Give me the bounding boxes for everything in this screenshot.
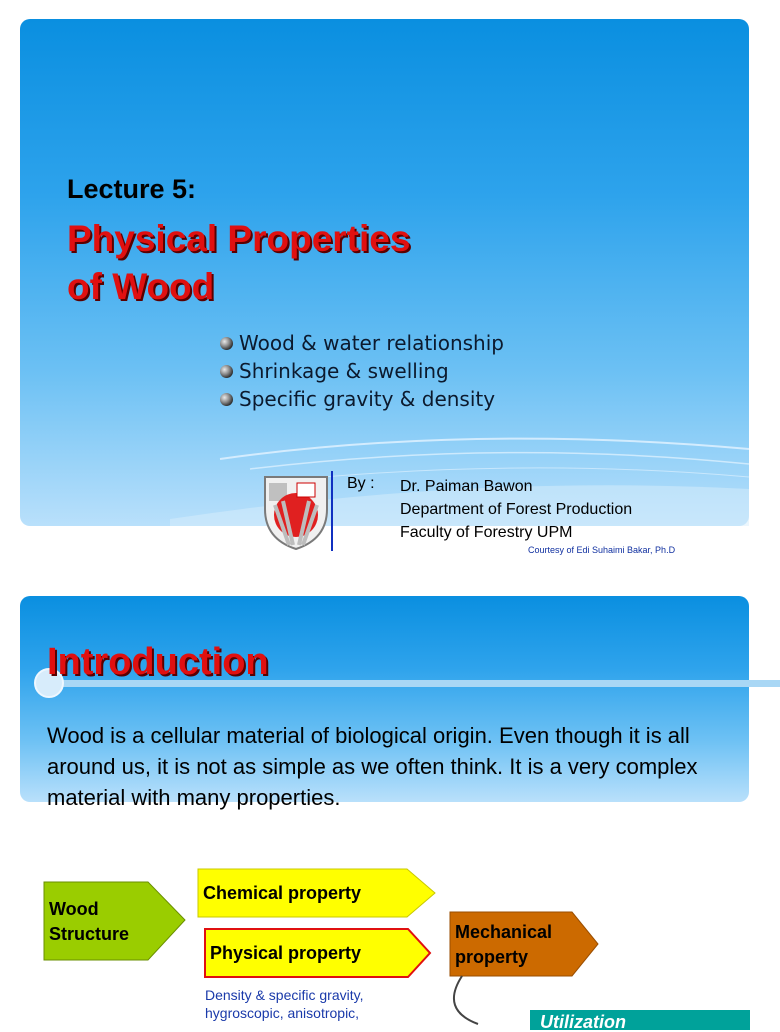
utilization-label: Utilization [540,1012,626,1032]
topic-item: Shrinkage & swelling [220,357,504,385]
connector-curve [454,976,478,1024]
title-line-2: of Wood [67,266,215,307]
physical-property-label: Physical property [210,943,362,963]
topic-item: Specific gravity & density [220,385,504,413]
by-label: By : [347,475,375,492]
title-line-1: Physical Properties [67,218,411,259]
introduction-title: Introduction [47,641,269,683]
author-name: Dr. Paiman Bawon [400,478,533,495]
wood-structure-label: Wood Structure [49,899,130,944]
faculty: Faculty of Forestry UPM [400,524,573,541]
mechanical-property-label: Mechanical property [455,922,553,967]
department: Department of Forest Production [400,501,633,518]
introduction-text: Wood is a cellular material of biological origin. Even though it is all around us, it is not as simple as we often think. It is a very complex material with many properties. [47,723,698,810]
lecture-number: Lecture 5: [67,174,197,204]
courtesy-note: Courtesy of Edi Suhaimi Bakar, Ph.D [528,545,676,555]
physical-property-details: Density & specific gravity, hygroscopic, anisotropic, [205,987,364,1021]
topic-item: Wood & water relationship [220,329,504,357]
chemical-property-label: Chemical property [203,883,362,903]
